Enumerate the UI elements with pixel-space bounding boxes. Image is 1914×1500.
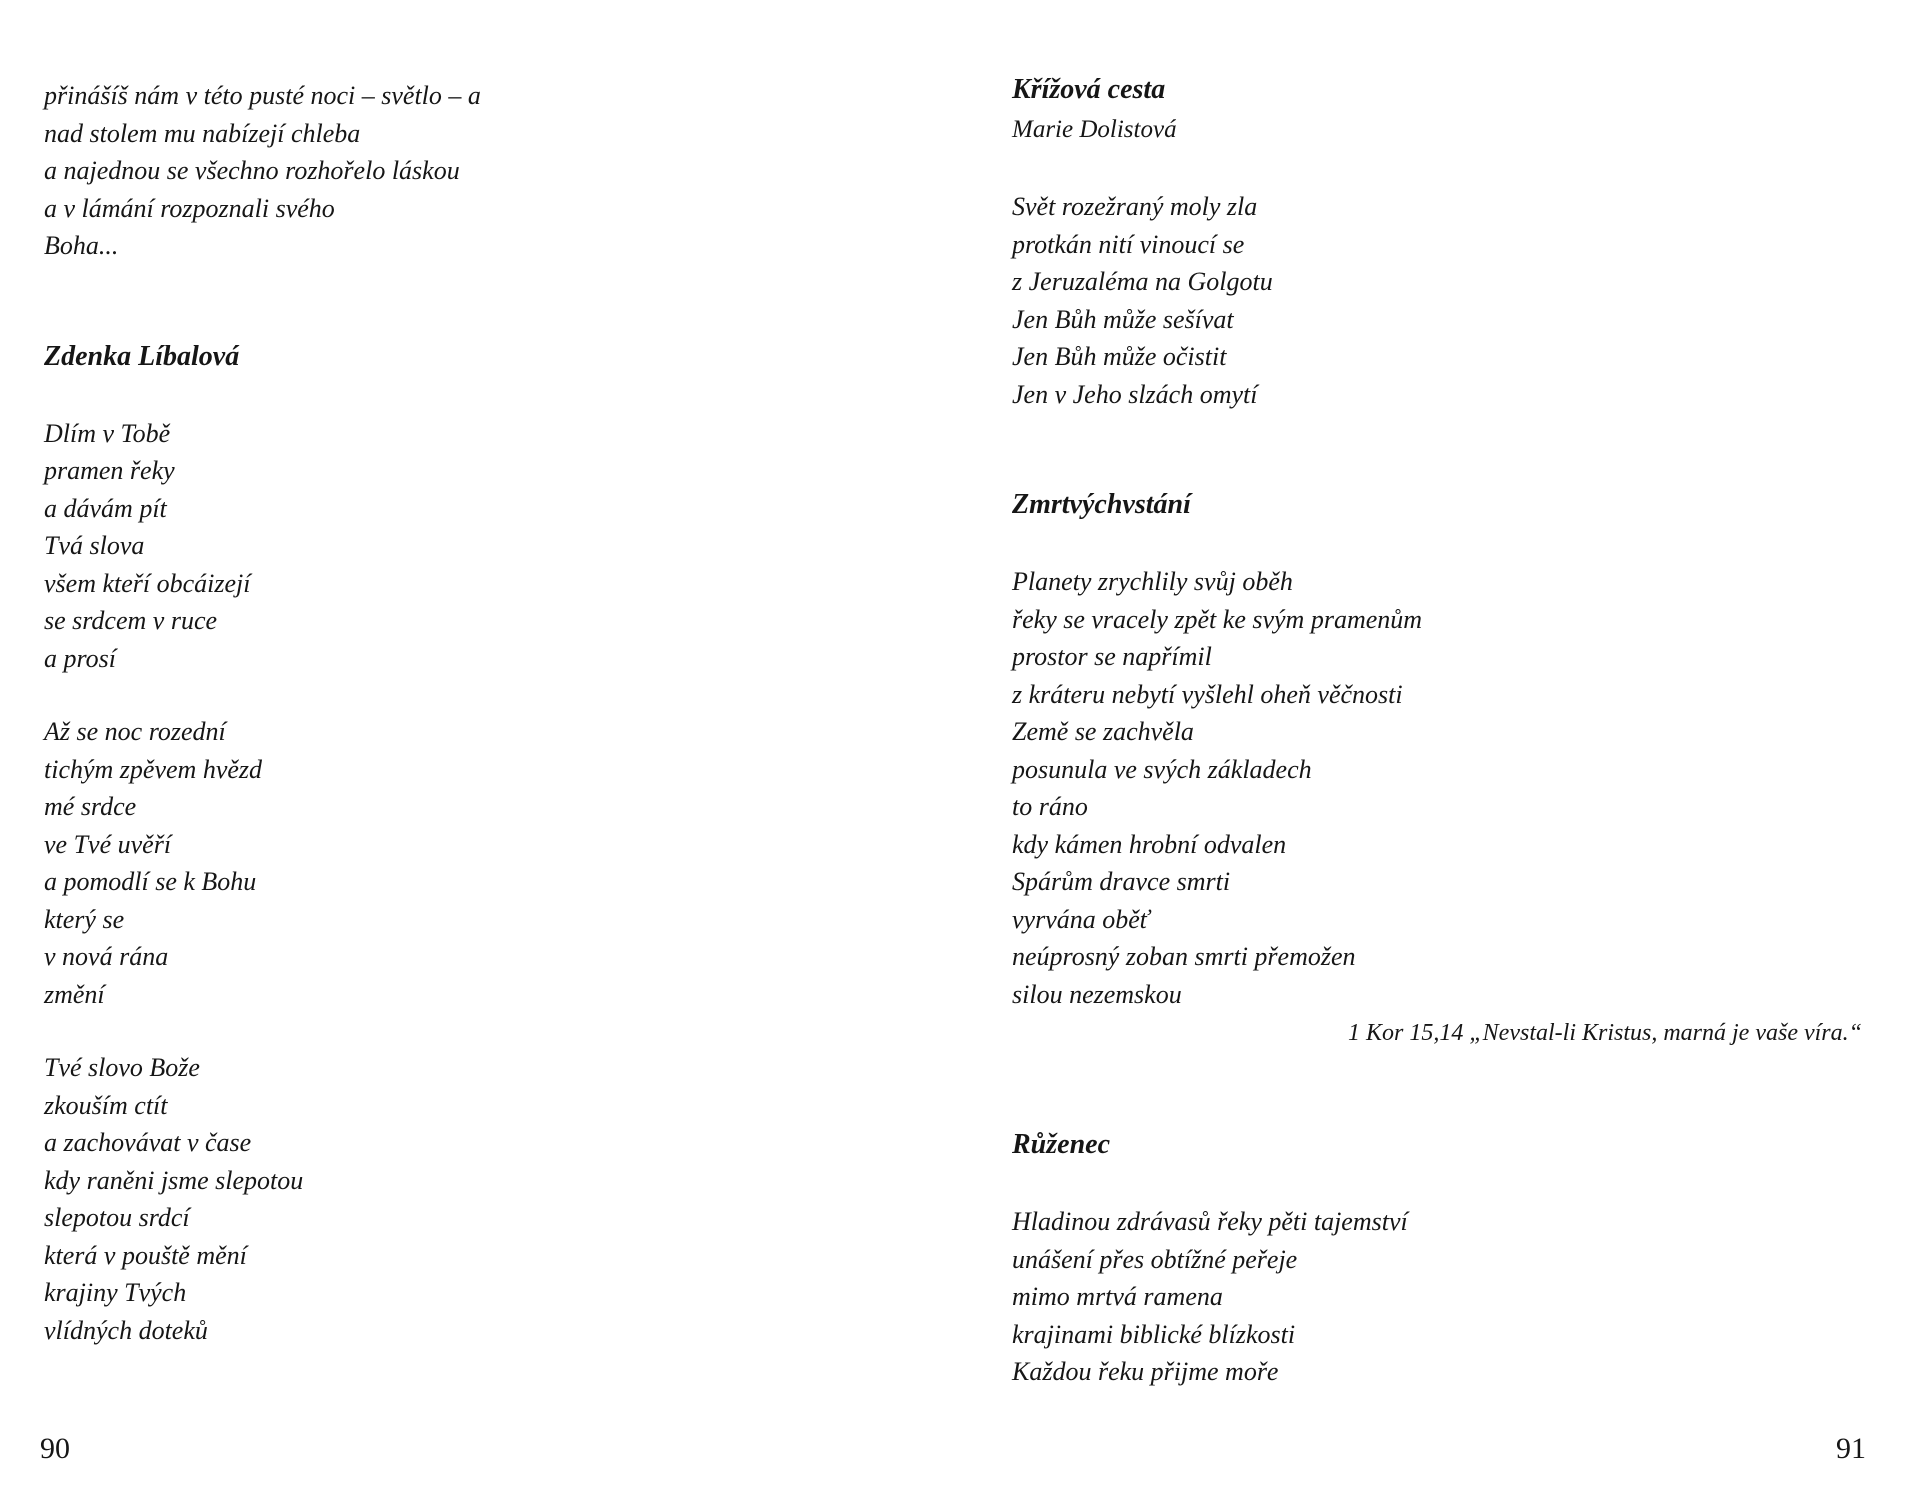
spacer	[1012, 1165, 1872, 1203]
page-number-right: 91	[1836, 1432, 1866, 1465]
poem-line: z Jeruzaléma na Golgotu	[1012, 267, 1273, 296]
poem-line: všem kteří obcáizejí	[44, 568, 251, 598]
poem-line: a najednou se všechno rozhořelo láskou	[44, 156, 460, 185]
page-number-left: 90	[40, 1432, 70, 1465]
poem-line: Každou řeku přijme moře	[1012, 1357, 1279, 1386]
right-page	[957, 0, 1914, 1500]
poem-line: vlídných doteků	[44, 1315, 208, 1345]
poem-line: přinášíš nám v této pusté noci – světlo – a	[44, 81, 481, 110]
spacer	[1012, 413, 1872, 485]
spacer	[1012, 525, 1872, 563]
poem-line: mimo mrtvá ramena	[1012, 1282, 1223, 1311]
spacer	[44, 1013, 864, 1049]
bible-citation: 1 Kor 15,14 „Nevstal-li Kristus, marná je vaše víra.“	[1347, 1020, 1862, 1046]
poem-line: unášení přes obtížné peřeje	[1012, 1244, 1298, 1274]
poem-line: Jen Bůh může sešívat	[1012, 304, 1234, 334]
author-heading: Zdenka Líbalová	[44, 340, 240, 372]
poem-line: to ráno	[1012, 792, 1088, 821]
poem-line: Planety zrychlily svůj oběh	[1012, 567, 1293, 596]
poem-line: v nová rána	[44, 942, 169, 971]
poem-line: Až se noc rozední	[44, 717, 226, 746]
poem-line: slepotou srdcí	[44, 1203, 190, 1232]
poem-line: Tvé slovo Bože	[44, 1053, 200, 1082]
spacer	[1012, 1053, 1872, 1125]
poem-line: Dlím v Tobě	[44, 418, 171, 448]
poem-line: kdy raněni jsme slepotou	[44, 1165, 304, 1195]
poem-line: kdy kámen hrobní odvalen	[1012, 829, 1287, 859]
poem-line: nad stolem mu nabízejí chleba	[44, 118, 361, 148]
poem-line: vyrvána oběť	[1012, 904, 1150, 934]
poem-line: Boha...	[44, 231, 119, 260]
poem-line: a dávám pít	[44, 493, 167, 523]
poem-line: pramen řeky	[44, 456, 175, 485]
poem-line: krajiny Tvých	[44, 1278, 187, 1307]
poem-line: Svět rozežraný moly zla	[1012, 192, 1258, 221]
poem-line: zkouším ctít	[44, 1090, 168, 1120]
poem-line: Jen Bůh může očistit	[1012, 342, 1227, 371]
poem-line: Hladinou zdrávasů řeky pěti tajemství	[1012, 1207, 1408, 1236]
right-page-text	[1012, 70, 1872, 1391]
poem-line: řeky se vracely zpět ke svým pramenům	[1012, 604, 1423, 634]
poem-line: neúprosný zoban smrti přemožen	[1012, 942, 1356, 971]
spacer	[44, 265, 864, 337]
poem-line: a zachovávat v čase	[44, 1128, 252, 1157]
poem-line: která v pouště mění	[44, 1240, 247, 1270]
spacer	[1012, 150, 1872, 188]
poem-title: Zmrtvýchvstání	[1012, 489, 1191, 520]
poem-line: mé srdce	[44, 792, 137, 821]
poem-line: a pomodlí se k Bohu	[44, 867, 257, 896]
poem-line: krajinami biblické blízkosti	[1012, 1319, 1296, 1349]
poem-line: prostor se napřímil	[1012, 642, 1212, 671]
poem-line: a v lámání rozpoznali svého	[44, 193, 335, 223]
poem-line: Tvá slova	[44, 531, 145, 560]
poem-author: Marie Dolistová	[1012, 116, 1177, 143]
left-page-text	[44, 77, 864, 1349]
spacer	[44, 677, 864, 713]
poem-line: ve Tvé uvěří	[44, 829, 172, 859]
poem-line: a prosí	[44, 643, 116, 673]
poem-line: změní	[44, 979, 105, 1009]
poem-line: silou nezemskou	[1012, 979, 1182, 1009]
poem-line: Spárům dravce smrti	[1012, 867, 1231, 896]
poem-line: který se	[44, 904, 125, 934]
poem-line: se srdcem v ruce	[44, 606, 218, 635]
poem-title: Křížová cesta	[1012, 74, 1166, 105]
poem-line: z kráteru nebytí vyšlehl oheň věčnosti	[1012, 679, 1403, 709]
poem-line: Jen v Jeho slzách omytí	[1012, 379, 1258, 409]
poem-line: tichým zpěvem hvězd	[44, 754, 263, 784]
spacer	[44, 377, 864, 415]
poem-line: Země se zachvěla	[1012, 717, 1194, 746]
poem-line: protkán nití vinoucí se	[1012, 229, 1245, 259]
poem-line: posunula ve svých základech	[1012, 754, 1312, 784]
poem-title: Růženec	[1012, 1129, 1110, 1160]
